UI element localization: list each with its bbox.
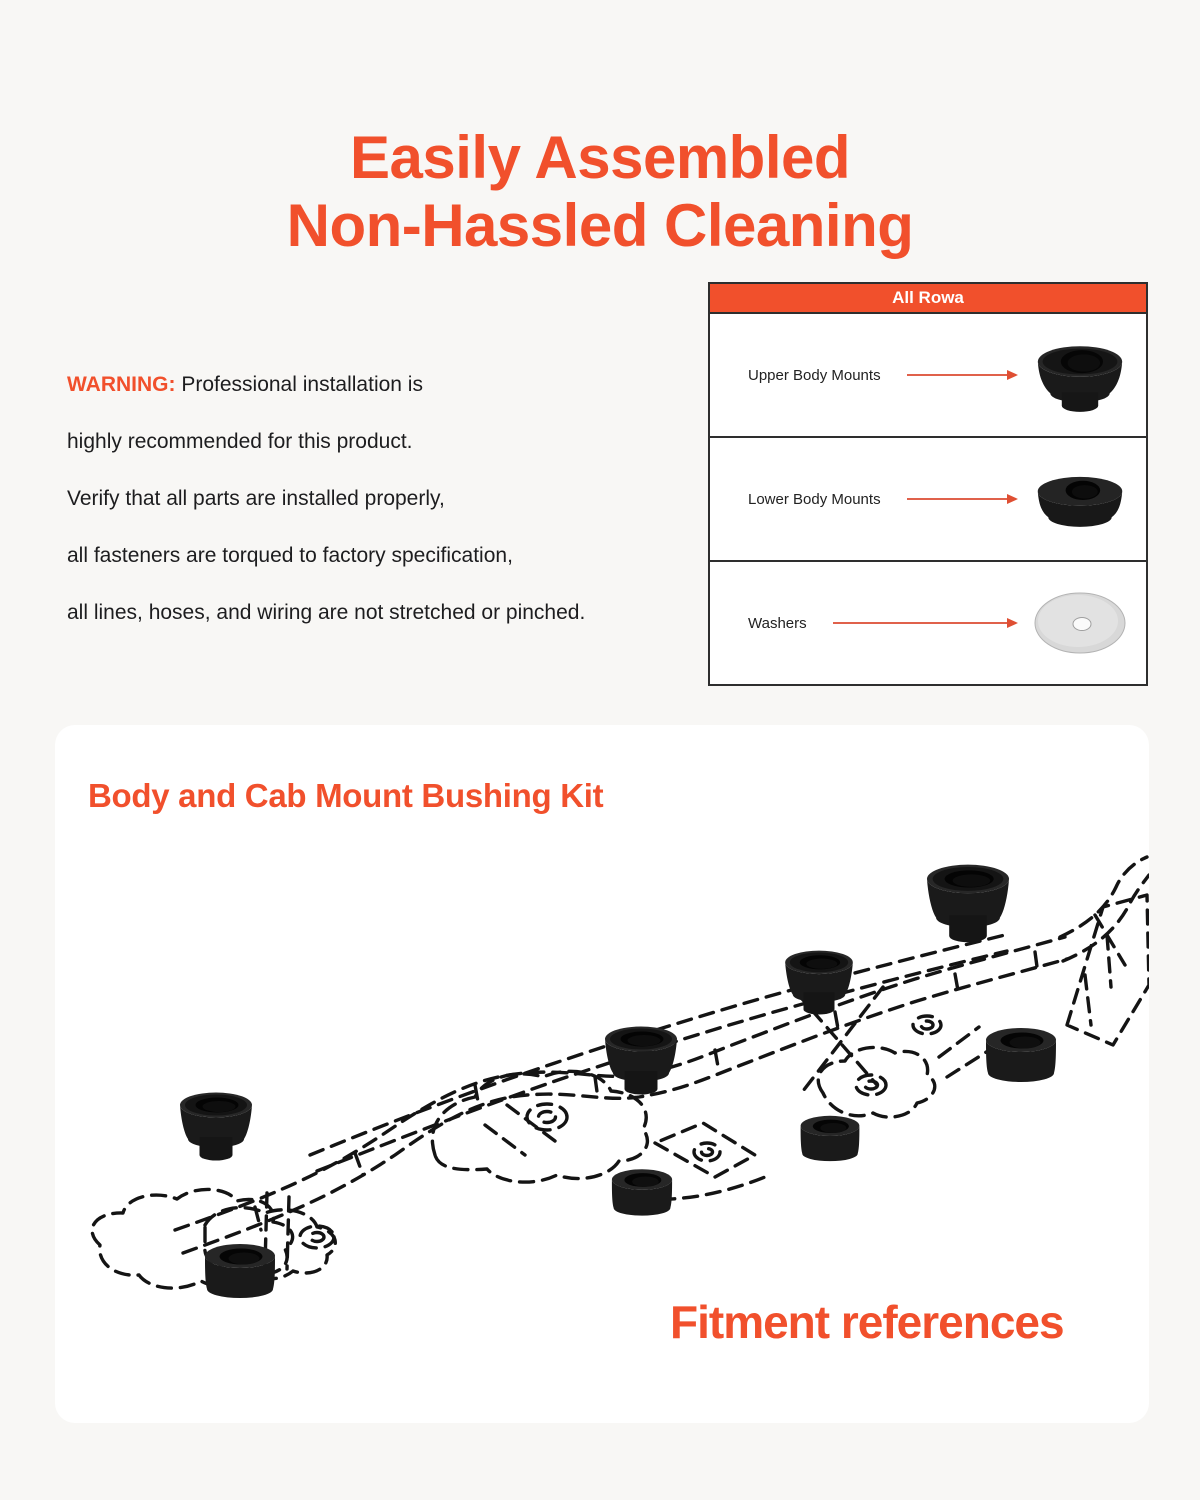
warning-line: all lines, hoses, and wiring are not stretched or pinched. xyxy=(67,601,586,624)
bushing-lower-4 xyxy=(986,1028,1056,1082)
bushing-lower-1 xyxy=(205,1244,275,1298)
page-title-line-2: Non-Hassled Cleaning xyxy=(286,192,914,260)
lower-body-mount-bushing-icon xyxy=(1032,463,1128,535)
upper-body-mount-bushing-icon xyxy=(1032,329,1128,421)
right-arrow-icon xyxy=(907,498,1016,500)
warning-line: highly recommended for this product. xyxy=(67,430,413,453)
bushing-lower-3 xyxy=(801,1116,860,1161)
table-row xyxy=(710,562,1146,684)
right-arrow-icon xyxy=(833,622,1016,624)
table-row xyxy=(710,314,1146,438)
parts-table xyxy=(708,282,1148,686)
kit-card xyxy=(55,725,1149,1423)
bushing-upper-4 xyxy=(927,865,1009,943)
fitment-caption: Fitment references xyxy=(670,1296,1064,1348)
part-label: Washers xyxy=(748,614,807,632)
warning-text-block xyxy=(67,372,697,657)
warning-line: all fasteners are torqued to factory specification, xyxy=(67,544,513,567)
page-title xyxy=(0,124,1200,260)
warning-line-text: Professional installation is xyxy=(181,373,423,396)
bushing-upper-2 xyxy=(605,1027,677,1095)
table-row xyxy=(710,438,1146,562)
warning-line: Verify that all parts are installed properly, xyxy=(67,487,445,510)
parts-table-header: All Rowa xyxy=(710,284,1146,314)
bushing-upper-1 xyxy=(180,1093,252,1161)
part-label: Upper Body Mounts xyxy=(748,366,881,384)
warning-line xyxy=(67,372,697,398)
warning-label: WARNING: xyxy=(67,373,176,396)
bushing-lower-2 xyxy=(612,1169,672,1215)
right-arrow-icon xyxy=(907,374,1016,376)
page-title-line-1: Easily Assembled xyxy=(349,124,851,192)
washer-icon xyxy=(1032,589,1128,657)
part-label: Lower Body Mounts xyxy=(748,490,881,508)
kit-title: Body and Cab Mount Bushing Kit xyxy=(88,777,604,814)
